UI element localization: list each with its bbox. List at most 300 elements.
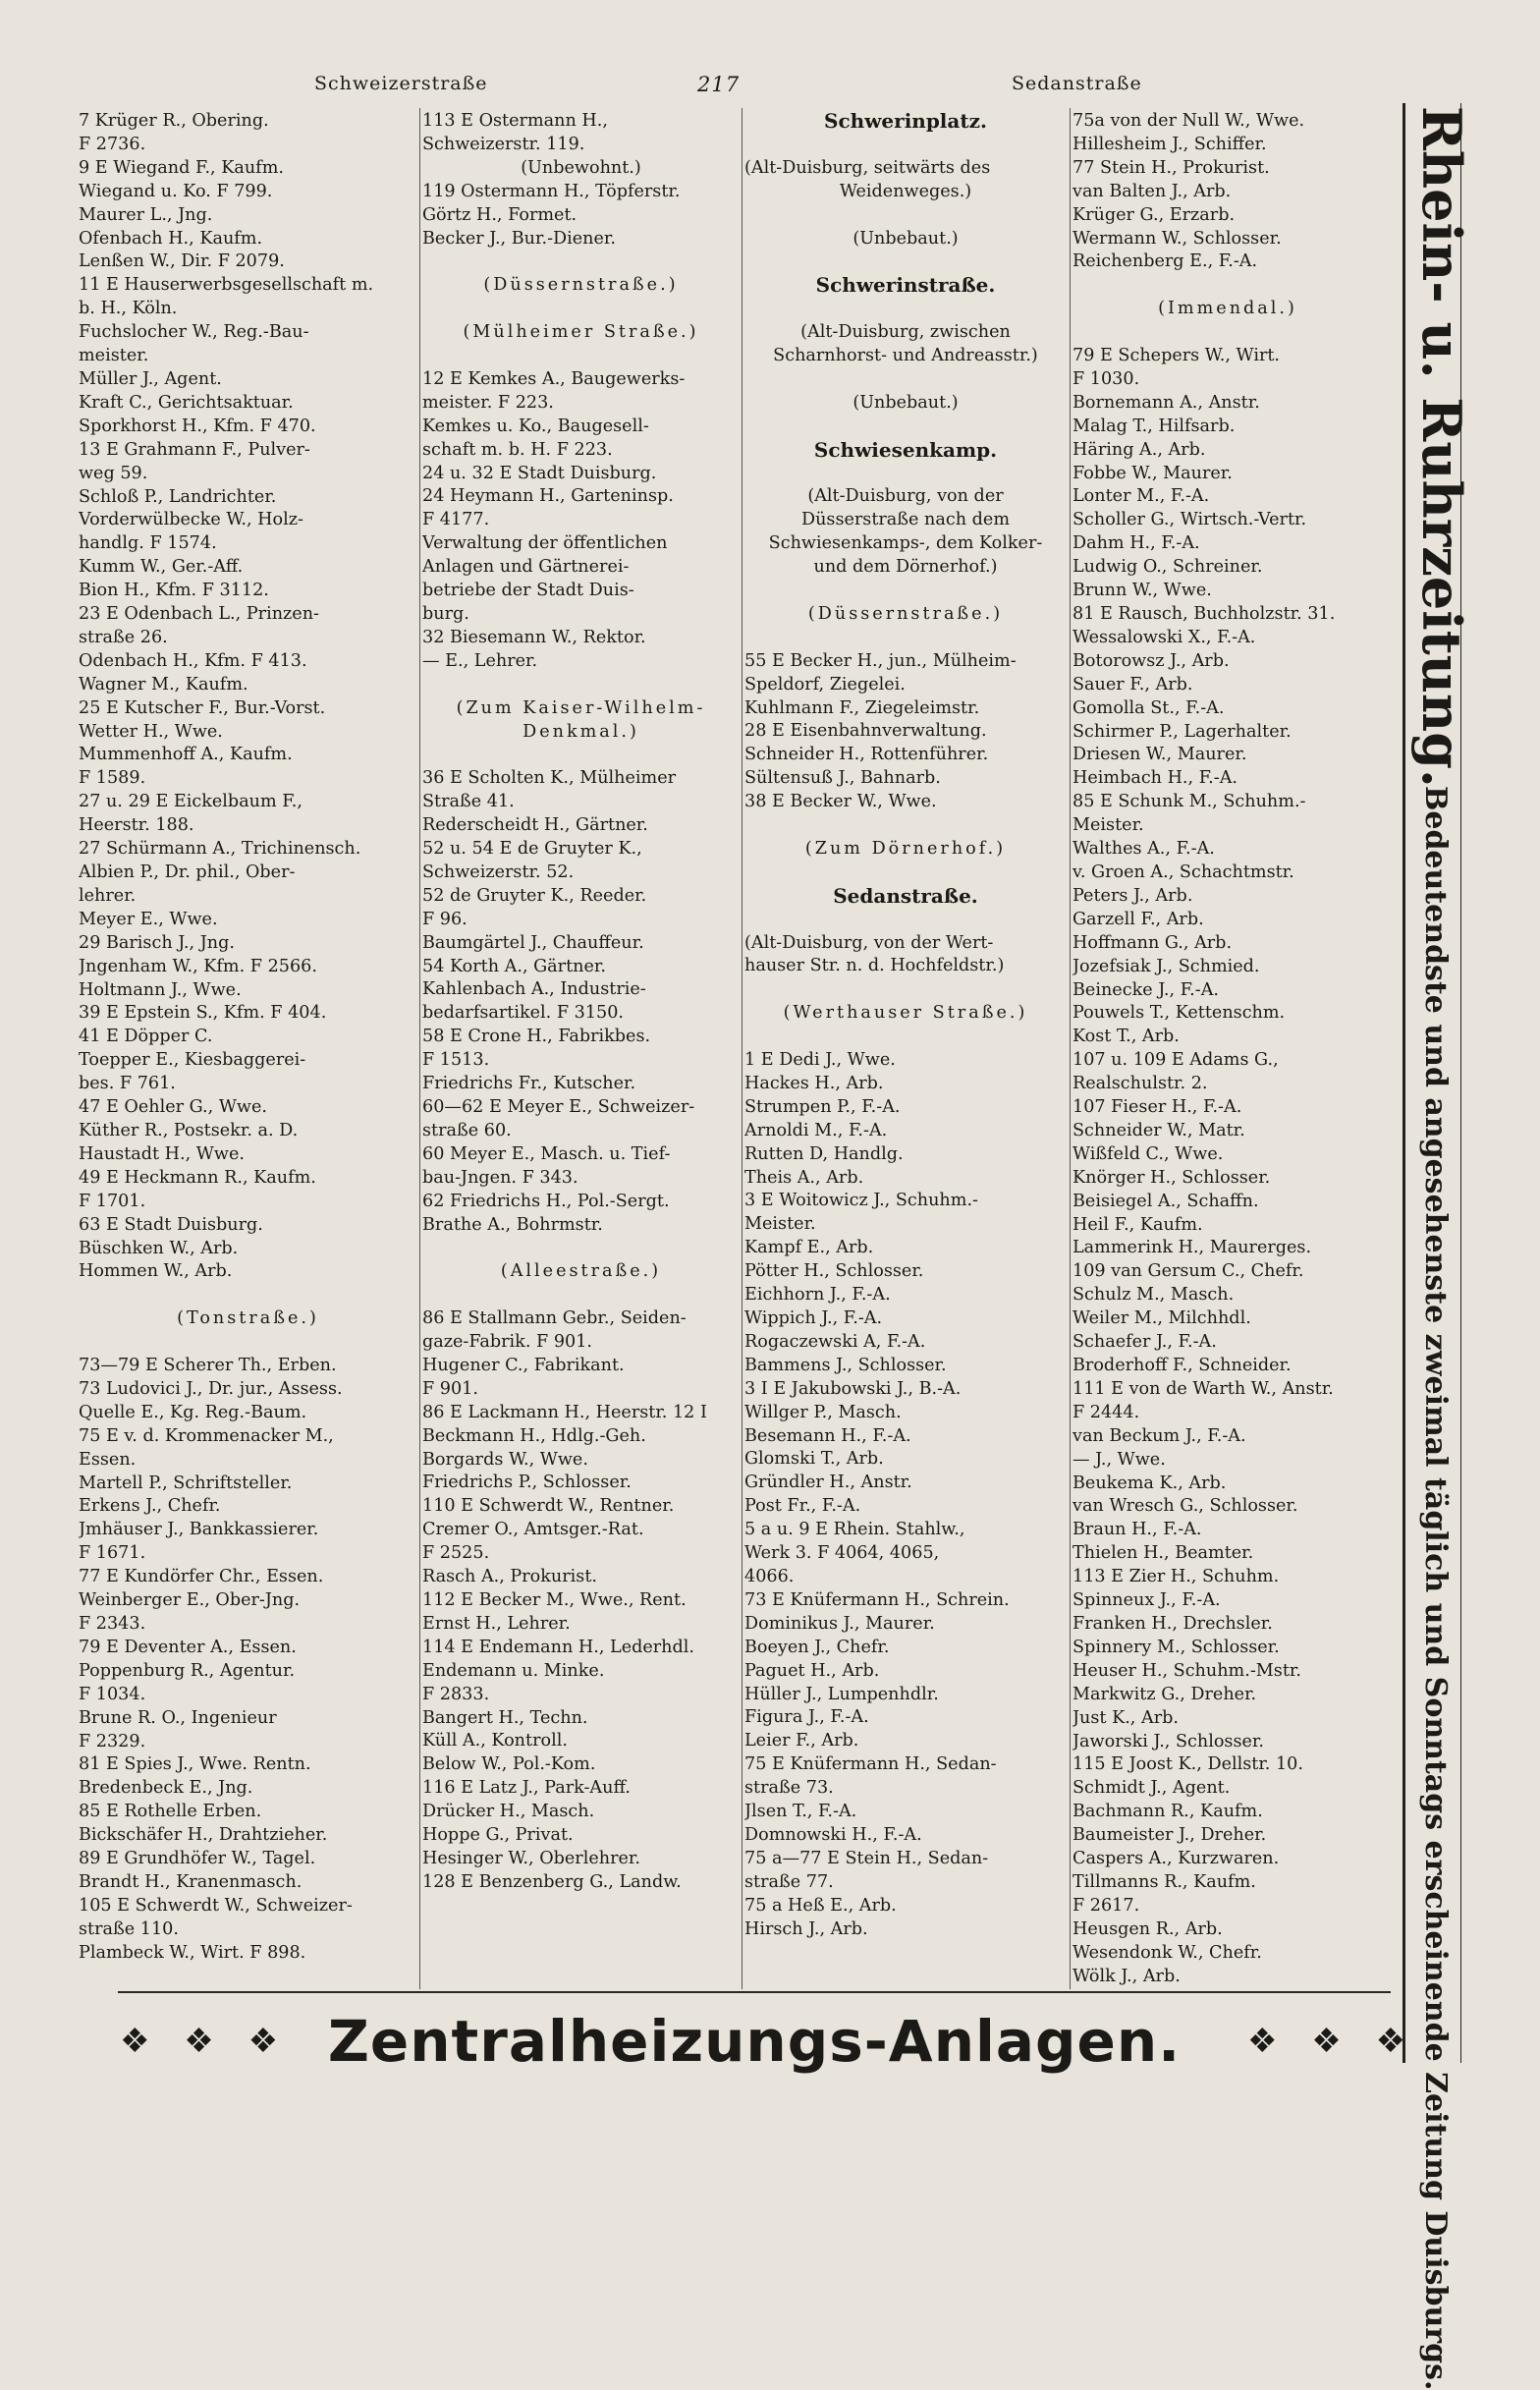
directory-entry: Malag T., Hilfsarb.: [1072, 416, 1236, 436]
directory-entry: Meister.: [1072, 815, 1144, 836]
directory-entry: Heerstr. 188.: [79, 815, 194, 836]
directory-entry: Pouwels T., Kettenschm.: [1072, 1003, 1286, 1024]
directory-entry: 119 Ostermann H., Töpferstr.: [422, 181, 681, 201]
directory-entry: Just K., Arb.: [1072, 1707, 1179, 1728]
directory-entry: Anlagen und Gärtnerei-: [422, 557, 630, 578]
directory-entry: lehrer.: [79, 885, 137, 906]
directory-entry: straße 60.: [422, 1120, 512, 1140]
directory-entry: Beinecke J., F.-A.: [1072, 979, 1219, 1000]
directory-entry: 107 u. 109 E Adams G.,: [1072, 1050, 1279, 1071]
directory-entry: Paguet H., Arb.: [744, 1660, 880, 1681]
directory-entry: Figura J., F.-A.: [744, 1707, 869, 1728]
directory-entry: 13 E Grahmann F., Pulver-: [79, 439, 310, 460]
directory-entry: Brathe A., Bohrmstr.: [422, 1214, 603, 1235]
directory-entry: Küther R., Postsekr. a. D.: [79, 1120, 299, 1140]
directory-entry: 86 E Stallmann Gebr., Seiden-: [422, 1308, 687, 1329]
directory-entry: Hirsch J., Arb.: [744, 1918, 868, 1939]
directory-entry: F 1589.: [79, 768, 146, 789]
directory-entry: 1 E Dedi J., Wwe.: [744, 1050, 896, 1071]
directory-entry: Schulz M., Masch.: [1072, 1285, 1235, 1306]
directory-entry: Cremer O., Amtsger.-Rat.: [422, 1520, 644, 1540]
directory-entry: Holtmann J., Wwe.: [79, 979, 242, 1000]
directory-entry: Fobbe W., Maurer.: [1072, 463, 1233, 483]
directory-entry: 32 Biesemann W., Rektor.: [422, 627, 646, 647]
directory-entry: Dahm H., F.-A.: [1072, 533, 1200, 554]
directory-entry: Below W., Pol.-Kom.: [422, 1754, 596, 1775]
directory-entry: Weiler M., Milchhdl.: [1072, 1308, 1251, 1329]
directory-entry: Strumpen P., F.-A.: [744, 1096, 901, 1117]
spacer: [744, 862, 1067, 885]
directory-entry: Becker J., Bur.-Diener.: [422, 228, 616, 249]
ornament-left: ❖ ❖ ❖: [120, 2022, 291, 2061]
directory-entry: 3 E Woitowicz J., Schuhm.-: [744, 1191, 978, 1211]
directory-entry: Ernst H., Lehrer.: [422, 1613, 571, 1634]
directory-entry: Arnoldi M., F.-A.: [744, 1120, 888, 1140]
directory-entry: 109 van Gersum C., Chefr.: [1072, 1261, 1304, 1282]
directory-entry: F 2617.: [1072, 1895, 1140, 1916]
spacer: [422, 1237, 740, 1260]
directory-entry: 79 E Deventer A., Essen.: [79, 1637, 297, 1657]
spacer: [744, 463, 1067, 486]
street-note: und dem Dörnerhof.): [813, 557, 998, 578]
directory-entry: Görtz H., Formet.: [422, 204, 578, 225]
directory-entry: Schneider W., Matr.: [1072, 1120, 1245, 1140]
directory-entry: Tillmanns R., Kaufm.: [1072, 1871, 1256, 1892]
directory-entry: Schweizerstr. 52.: [422, 862, 575, 882]
directory-entry: Gründler H., Anstr.: [744, 1473, 912, 1493]
directory-entry: 63 E Stadt Duisburg.: [79, 1214, 263, 1235]
directory-entry: Pötter H., Schlosser.: [744, 1261, 924, 1282]
directory-entry: Hüller J., Lumpenhdlr.: [744, 1684, 939, 1704]
directory-entry: 28 E Eisenbahnverwaltung.: [744, 721, 987, 742]
directory-entry: Eichhorn J., F.-A.: [744, 1285, 891, 1306]
directory-entry: 4066.: [744, 1566, 795, 1586]
cross-street-label: (Düssernstraße.): [483, 275, 679, 296]
directory-entry: 25 E Kutscher F., Bur.-Vorst.: [79, 697, 326, 718]
page-header: [79, 73, 1355, 102]
directory-entry: Hoffmann G., Arb.: [1072, 932, 1233, 953]
spacer: [1072, 321, 1383, 345]
spacer: [1072, 274, 1383, 298]
directory-entry: — J., Wwe.: [1072, 1449, 1166, 1470]
directory-entry: 38 E Becker W., Wwe.: [744, 792, 937, 812]
spacer: [744, 368, 1067, 392]
street-note: Schwiesenkamps-, dem Kolker-: [768, 533, 1043, 554]
directory-entry: Häring A., Arb.: [1072, 439, 1206, 460]
directory-entry: 58 E Crone H., Fabrikbes.: [422, 1027, 651, 1047]
directory-entry: Drücker H., Masch.: [422, 1802, 595, 1822]
directory-entry: Büschken W., Arb.: [79, 1238, 239, 1258]
directory-entry: Bammens J., Schlosser.: [744, 1355, 947, 1375]
directory-entry: Fuchslocher W., Reg.-Bau-: [79, 322, 309, 343]
directory-entry: bedarfsartikel. F 3150.: [422, 1003, 625, 1024]
street-note: Weidenweges.): [839, 181, 972, 201]
ad-banner: Zentralheizungs-Anlagen.: [327, 2008, 1182, 2075]
cross-street-label: Denkmal.): [522, 721, 639, 742]
directory-entry: Franken H., Drechsler.: [1072, 1613, 1273, 1634]
directory-entry: Botorowsz J., Arb.: [1072, 650, 1230, 671]
ornament-right: ❖ ❖ ❖: [1247, 2022, 1418, 2061]
directory-entry: Braun H., F.-A.: [1072, 1520, 1202, 1540]
directory-entry: Willger P., Masch.: [744, 1402, 902, 1422]
directory-entry: (Alt-Duisburg, von der Wert-: [744, 932, 994, 953]
directory-entry: Hillesheim J., Schiffer.: [1072, 134, 1267, 154]
directory-entry: Kemkes u. Ko., Baugesell-: [422, 416, 649, 436]
directory-entry: F 901.: [422, 1378, 478, 1399]
directory-entry: bau-Jngen. F 343.: [422, 1167, 578, 1188]
directory-entry: 105 E Schwerdt W., Schweizer-: [79, 1895, 353, 1916]
spacer: [744, 814, 1067, 838]
directory-entry: Lonter M., F.-A.: [1072, 486, 1210, 507]
directory-entry: Heil F., Kaufm.: [1072, 1214, 1203, 1235]
directory-entry: 9 E Wiegand F., Kaufm.: [79, 157, 284, 178]
directory-entry: F 2833.: [422, 1684, 490, 1704]
cross-street-label: (Tonstraße.): [177, 1308, 319, 1329]
directory-entry: Schloß P., Landrichter.: [79, 486, 277, 507]
directory-entry: Kraft C., Gerichtsaktuar.: [79, 392, 294, 413]
directory-entry: 115 E Joost K., Dellstr. 10.: [1072, 1754, 1303, 1775]
street-heading: Schwiesenkamp.: [813, 438, 998, 462]
directory-entry: Heusgen R., Arb.: [1072, 1918, 1223, 1939]
street-heading: Schwerinstraße.: [815, 274, 996, 298]
spacer: [744, 909, 1067, 932]
directory-entry: Dominikus J., Maurer.: [744, 1613, 935, 1634]
directory-entry: Vorderwülbecke W., Holz-: [79, 510, 303, 530]
directory-entry: 81 E Rausch, Buchholzstr. 31.: [1072, 604, 1336, 624]
cross-street-label: (Düssernstraße.): [807, 603, 1004, 624]
directory-entry: Heuser H., Schuhm.-Mstr.: [1072, 1660, 1301, 1681]
directory-entry: Straße 41.: [422, 792, 515, 812]
directory-entry: Wippich J., F.-A.: [744, 1308, 883, 1328]
directory-entry: Jozefsiak J., Schmied.: [1072, 956, 1260, 976]
directory-entry: 112 E Becker M., Wwe., Rent.: [422, 1589, 687, 1610]
spacer: [422, 250, 740, 274]
directory-entry: F 1701.: [79, 1191, 146, 1211]
directory-entry: F 2525.: [422, 1543, 490, 1564]
street-heading: Sedanstraße.: [833, 884, 978, 908]
street-note: (Alt-Duisburg, von der: [807, 486, 1004, 507]
directory-entry: 79 E Schepers W., Wirt.: [1072, 346, 1281, 366]
directory-entry: Wessalowski X., F.-A.: [1072, 627, 1256, 647]
directory-entry: — E., Lehrer.: [422, 650, 538, 671]
directory-entry: straße 73.: [744, 1778, 834, 1799]
directory-entry: Bachmann R., Kaufm.: [1072, 1802, 1263, 1822]
directory-entry: b. H., Köln.: [79, 299, 178, 319]
directory-entry: Toepper E., Kiesbaggerei-: [79, 1050, 306, 1071]
directory-entry: Beisiegel A., Schaffn.: [1072, 1191, 1259, 1211]
directory-entry: 111 E von de Warth W., Anstr.: [1072, 1378, 1334, 1399]
directory-entry: 113 E Ostermann H.,: [422, 111, 608, 131]
directory-entry: van Balten J., Arb.: [1072, 181, 1232, 201]
directory-entry: Hugener C., Fabrikant.: [422, 1355, 625, 1375]
directory-entry: Bion H., Kfm. F 3112.: [79, 581, 269, 601]
directory-entry: F 1671.: [79, 1543, 146, 1564]
directory-entry: 75 E Knüfermann H., Sedan-: [744, 1754, 997, 1775]
directory-entry: meister. F 223.: [422, 392, 554, 413]
street-note: (Unbebaut.): [852, 228, 959, 249]
banner-rule: [118, 1991, 1391, 1993]
directory-entry: Meyer E., Wwe.: [79, 909, 218, 929]
directory-entry: Plambeck W., Wirt. F 898.: [79, 1942, 306, 1963]
directory-entry: Schirmer P., Lagerhalter.: [1072, 721, 1292, 742]
directory-entry: 62 Friedrichs H., Pol.-Sergt.: [422, 1191, 670, 1211]
directory-entry: Hoppe G., Privat.: [422, 1825, 574, 1846]
directory-entry: Heimbach H., F.-A.: [1072, 768, 1238, 789]
directory-entry: bes. F 761.: [79, 1074, 176, 1094]
directory-entry: Borgards W., Wwe.: [422, 1449, 588, 1470]
directory-entry: straße 77.: [744, 1871, 834, 1892]
directory-entry: Sporkhorst H., Kfm. F 470.: [79, 416, 316, 436]
cross-street-label: (Mülheimer Straße.): [463, 322, 699, 343]
directory-entry: Broderhoff F., Schneider.: [1072, 1356, 1292, 1375]
directory-entry: 77 E Kundörfer Chr., Essen.: [79, 1567, 324, 1587]
directory-column-2: [422, 110, 740, 1996]
directory-entry: 41 E Döpper C.: [79, 1027, 213, 1047]
directory-entry: Brune R. O., Ingenieur: [79, 1707, 277, 1728]
directory-entry: 24 Heymann H., Garteninsp.: [422, 486, 674, 507]
directory-entry: F 1034.: [79, 1684, 146, 1704]
directory-entry: Boeyen J., Chefr.: [744, 1637, 890, 1657]
directory-entry: Rutten D, Handlg.: [744, 1143, 904, 1164]
directory-entry: Wesendonk W., Chefr.: [1072, 1942, 1262, 1963]
directory-entry: 85 E Schunk M., Schuhm.-: [1072, 792, 1306, 812]
directory-entry: Garzell F., Arb.: [1072, 909, 1204, 929]
directory-entry: Jngenham W., Kfm. F 2566.: [79, 956, 317, 976]
directory-entry: Meister.: [744, 1214, 816, 1235]
directory-entry: 86 E Lackmann H., Heerstr. 12 I: [422, 1402, 707, 1422]
directory-entry: 73 E Knüfermann H., Schrein.: [744, 1589, 1010, 1610]
directory-entry: Wermann W., Schlosser.: [1072, 228, 1282, 249]
directory-entry: Küll A., Kontroll.: [422, 1731, 568, 1751]
directory-entry: Caspers A., Kurzwaren.: [1072, 1849, 1280, 1869]
directory-entry: v. Groen A., Schachtmstr.: [1072, 862, 1294, 882]
directory-entry: 107 Fieser H., F.-A.: [1072, 1097, 1242, 1118]
directory-entry: Gomolla St., F.-A.: [1072, 697, 1225, 718]
directory-entry: Mummenhoff A., Kaufm.: [79, 745, 293, 765]
spacer: [744, 134, 1067, 157]
directory-entry: Kahlenbach A., Industrie-: [422, 979, 646, 1000]
directory-entry: Friedrichs Fr., Kutscher.: [422, 1074, 636, 1094]
directory-entry: Bangert H., Techn.: [422, 1707, 588, 1728]
directory-entry: meister.: [79, 346, 149, 366]
directory-entry: Spinnery M., Schlosser.: [1072, 1637, 1280, 1657]
spacer: [422, 674, 740, 697]
directory-entry: Maurer L., Jng.: [79, 204, 213, 225]
directory-entry: Haustadt H., Wwe.: [79, 1143, 245, 1164]
directory-entry: Werk 3. F 4064, 4065,: [744, 1543, 940, 1564]
directory-entry: Jlsen T., F.-A.: [744, 1802, 857, 1822]
street-note: Düsserstraße nach dem: [800, 510, 1011, 530]
spacer: [79, 1284, 417, 1307]
directory-entry: 113 E Zier H., Schuhm.: [1072, 1567, 1280, 1587]
directory-entry: Bickschäfer H., Drahtzieher.: [79, 1825, 328, 1846]
directory-entry: 11 E Hauserwerbsgesellschaft m.: [79, 275, 374, 296]
directory-entry: Müller J., Agent.: [79, 368, 222, 389]
directory-entry: Bredenbeck E., Jng.: [79, 1778, 253, 1799]
directory-entry: handlg. F 1574.: [79, 533, 217, 554]
directory-entry: 128 E Benzenberg G., Landw.: [422, 1871, 682, 1892]
spacer: [744, 298, 1067, 321]
directory-entry: Weinberger E., Ober-Jng.: [79, 1590, 301, 1611]
spacer: [79, 1331, 417, 1355]
directory-entry: Lenßen W., Dir. F 2079.: [79, 251, 285, 272]
directory-entry: Ofenbach H., Kaufm.: [79, 228, 263, 249]
directory-entry: van Beckum J., F.-A.: [1072, 1425, 1246, 1446]
directory-entry: F 2736.: [79, 134, 146, 154]
directory-entry: schaft m. b. H. F 223.: [422, 439, 613, 460]
spacer: [422, 298, 740, 321]
directory-entry: Hackes H., Arb.: [744, 1073, 884, 1093]
directory-entry: Krüger G., Erzarb.: [1072, 204, 1236, 225]
directory-entry: 23 E Odenbach L., Prinzen-: [79, 604, 319, 625]
directory-entry: Markwitz G., Dreher.: [1072, 1684, 1257, 1704]
header-right-street: Sedanstraße: [1012, 73, 1142, 94]
cross-street-label: (Zum Dörnerhof.): [804, 838, 1007, 859]
directory-entry: Schmidt J., Agent.: [1072, 1778, 1231, 1799]
directory-entry: 60 Meyer E., Masch. u. Tief-: [422, 1143, 671, 1164]
directory-entry: 3 I E Jakubowski J., B.-A.: [744, 1378, 962, 1399]
directory-entry: 36 E Scholten K., Mülheimer: [422, 768, 677, 789]
directory-entry: Essen.: [79, 1449, 137, 1470]
directory-entry: Bornemann A., Anstr.: [1072, 392, 1260, 413]
directory-entry: 60—62 E Meyer E., Schweizer-: [422, 1096, 695, 1117]
street-note: (Unbebaut.): [852, 392, 959, 413]
directory-column-4: [1072, 110, 1383, 1996]
directory-entry: Sültensuß J., Bahnarb.: [744, 768, 941, 789]
directory-entry: Kampf E., Arb.: [744, 1238, 874, 1258]
directory-entry: Post Fr., F.-A.: [744, 1496, 861, 1517]
directory-entry: 73—79 E Scherer Th., Erben.: [79, 1356, 337, 1375]
column-divider: [1070, 108, 1071, 1989]
directory-entry: Poppenburg R., Agentur.: [79, 1660, 296, 1681]
directory-entry: Martell P., Schriftsteller.: [79, 1473, 293, 1493]
directory-entry: Scholler G., Wirtsch.-Vertr.: [1072, 510, 1307, 530]
street-note: (Alt-Duisburg, zwischen: [800, 322, 1011, 343]
spacer: [744, 204, 1067, 228]
directory-entry: 89 E Grundhöfer W., Tagel.: [79, 1849, 316, 1869]
directory-entry: F 2444.: [1072, 1402, 1140, 1422]
spacer: [744, 627, 1067, 650]
side-advert-tagline: Bedeutendste und angesehenste zweimal täglich und Sonntags erscheinende Zeitung Duisburgs.: [1418, 786, 1453, 2390]
directory-entry: Verwaltung der öffentlichen: [422, 533, 668, 554]
side-advert-title: Rhein- u. Ruhrzeitung.: [1410, 106, 1473, 788]
directory-entry: Jmhäuser J., Bankkassierer.: [79, 1520, 319, 1540]
directory-entry: straße 110.: [79, 1918, 179, 1939]
directory-entry: (Alt-Duisburg, seitwärts des: [744, 157, 991, 178]
directory-entry: Wiegand u. Ko. F 799.: [79, 181, 273, 201]
directory-entry: straße 26.: [79, 627, 168, 647]
directory-entry: betriebe der Stadt Duis-: [422, 581, 634, 601]
directory-entry: 27 u. 29 E Eickelbaum F.,: [79, 792, 302, 812]
directory-entry: Peters J., Arb.: [1072, 885, 1193, 906]
directory-entry: Friedrichs P., Schlosser.: [422, 1473, 632, 1493]
directory-entry: 24 u. 32 E Stadt Duisburg.: [422, 463, 657, 483]
spacer: [744, 416, 1067, 439]
directory-entry: Jaworski J., Schlosser.: [1072, 1731, 1264, 1751]
directory-entry: 7 Krüger R., Obering.: [79, 111, 269, 131]
directory-entry: F 1513.: [422, 1050, 490, 1071]
directory-entry: 81 E Spies J., Wwe. Rentn.: [79, 1754, 311, 1775]
directory-entry: Knörger H., Schlosser.: [1072, 1167, 1271, 1188]
spacer: [744, 978, 1067, 1002]
directory-entry: Rederscheidt H., Gärtner.: [422, 815, 648, 836]
directory-entry: F 2343.: [79, 1613, 146, 1634]
directory-entry: 75 E v. d. Krommenacker M.,: [79, 1425, 334, 1446]
directory-entry: Kuhlmann F., Ziegeleimstr.: [744, 697, 980, 718]
directory-entry: Wagner M., Kaufm.: [79, 674, 248, 695]
directory-entry: Endemann u. Minke.: [422, 1660, 605, 1681]
directory-entry: 29 Barisch J., Jng.: [79, 932, 235, 953]
directory-entry: 47 E Oehler G., Wwe.: [79, 1097, 267, 1118]
directory-entry: Thielen H., Beamter.: [1072, 1543, 1254, 1564]
directory-entry: Quelle E., Kg. Reg.-Baum.: [79, 1402, 307, 1422]
directory-entry: Hommen W., Arb.: [79, 1261, 233, 1282]
directory-entry: Rogaczewski A, F.-A.: [744, 1331, 926, 1352]
directory-entry: Beckmann H., Hdlg.-Geh.: [422, 1425, 646, 1446]
directory-entry: Besemann H., F.-A.: [744, 1425, 911, 1446]
directory-entry: 49 E Heckmann R., Kaufm.: [79, 1167, 316, 1188]
directory-entry: Glomski T., Arb.: [744, 1449, 884, 1470]
directory-entry: Wetter H., Wwe.: [79, 721, 223, 742]
directory-entry: 54 Korth A., Gärtner.: [422, 956, 606, 976]
directory-column-3: [744, 110, 1067, 1996]
directory-entry: Odenbach H., Kfm. F 413.: [79, 650, 307, 671]
cross-street-label: (Alleestraße.): [500, 1261, 662, 1282]
directory-entry: Spinneux J., F.-A.: [1072, 1590, 1221, 1611]
directory-entry: Domnowski H., F.-A.: [744, 1824, 922, 1845]
directory-entry: Driesen W., Maurer.: [1072, 745, 1247, 765]
directory-entry: Walthes A., F.-A.: [1072, 839, 1215, 860]
directory-entry: Leier F., Arb.: [744, 1731, 859, 1751]
directory-entry: Rasch A., Prokurist.: [422, 1567, 597, 1587]
directory-entry: Reichenberg E., F.-A.: [1072, 251, 1258, 272]
directory-entry: weg 59.: [79, 463, 148, 483]
directory-entry: Brunn W., Wwe.: [1072, 581, 1212, 601]
directory-entry: van Wresch G., Schlosser.: [1072, 1496, 1298, 1517]
directory-entry: 116 E Latz J., Park-Auff.: [422, 1778, 631, 1799]
directory-entry: F 96.: [422, 909, 468, 929]
street-heading: Schwerinplatz.: [824, 110, 987, 133]
directory-entry: Sauer F., Arb.: [1072, 674, 1193, 695]
directory-entry: Wißfeld C., Wwe.: [1072, 1143, 1224, 1164]
directory-entry: 77 Stein H., Prokurist.: [1072, 157, 1270, 178]
page-number: 217: [697, 73, 741, 96]
directory-entry: 75 a—77 E Stein H., Sedan-: [744, 1848, 989, 1868]
header-left-street: Schweizerstraße: [314, 73, 488, 94]
directory-entry: F 1030.: [1072, 368, 1140, 389]
directory-entry: Hesinger W., Oberlehrer.: [422, 1848, 640, 1868]
directory-entry: 27 Schürmann A., Trichinensch.: [79, 839, 361, 860]
cross-street-label: (Zum Kaiser-Wilhelm-: [456, 697, 706, 718]
directory-entry: Lammerink H., Maurerges.: [1072, 1238, 1312, 1258]
directory-entry: Realschulstr. 2.: [1072, 1074, 1208, 1094]
cross-street-label: (Werthauser Straße.): [783, 1003, 1028, 1024]
directory-entry: 75a von der Null W., Wwe.: [1072, 111, 1305, 131]
directory-entry: 12 E Kemkes A., Baugewerks-: [422, 368, 686, 389]
directory-entry: Baumeister J., Dreher.: [1072, 1825, 1267, 1846]
directory-entry: 5 a u. 9 E Rhein. Stahlw.,: [744, 1520, 965, 1540]
spacer: [744, 1026, 1067, 1049]
spacer: [422, 345, 740, 368]
directory-entry: Brandt H., Kranenmasch.: [79, 1871, 302, 1892]
directory-entry: Albien P., Dr. phil., Ober-: [79, 862, 296, 882]
directory-entry: burg.: [422, 603, 469, 624]
directory-entry: 114 E Endemann H., Lederhdl.: [422, 1637, 694, 1657]
spacer: [744, 250, 1067, 274]
directory-entry: Speldorf, Ziegelei.: [744, 674, 906, 695]
directory-entry: Schneider H., Rottenführer.: [744, 745, 989, 765]
directory-entry: Wölk J., Arb.: [1072, 1966, 1181, 1986]
